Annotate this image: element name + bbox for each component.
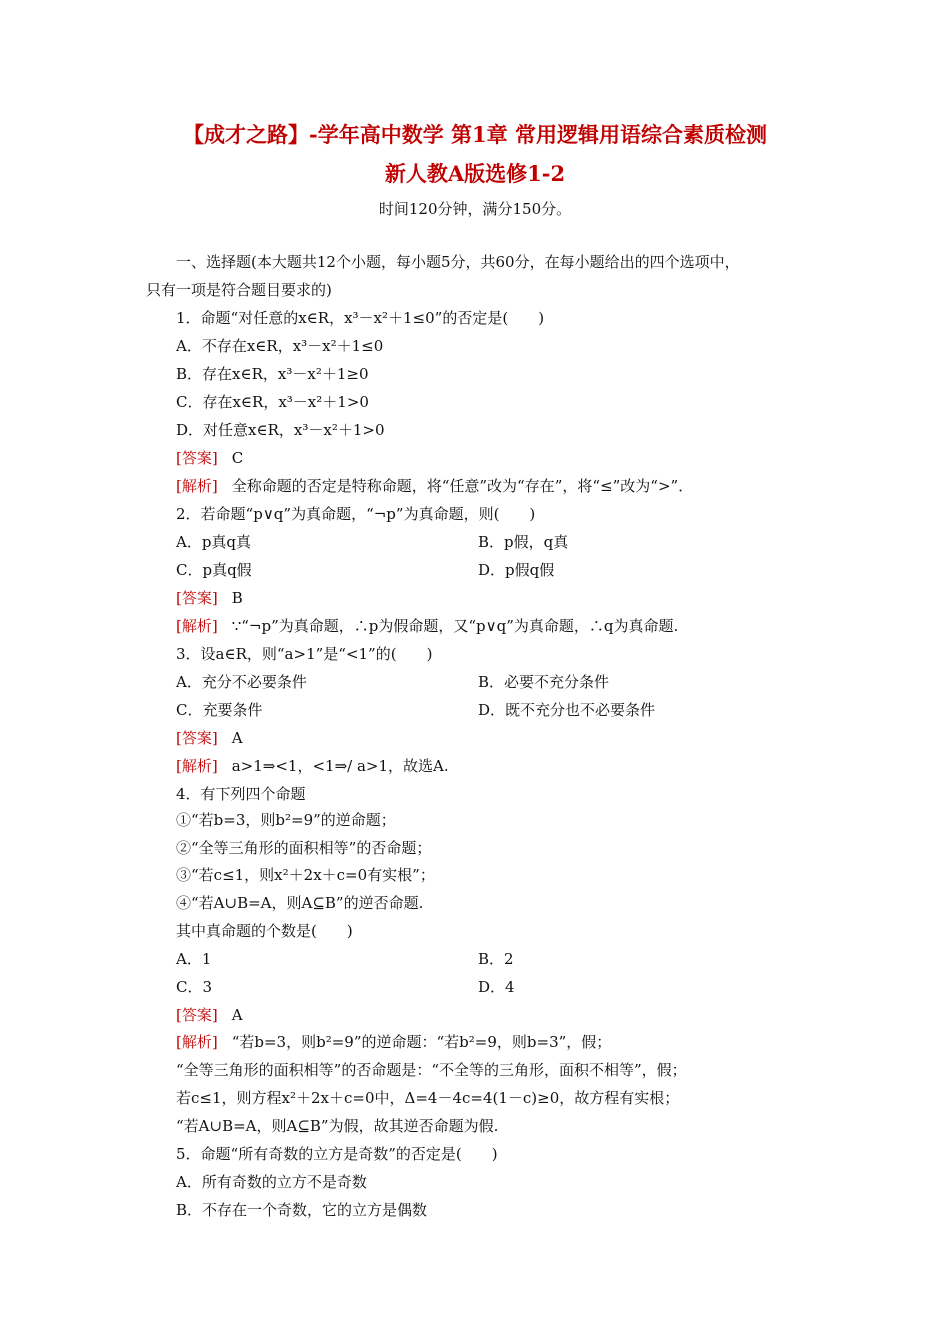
analysis-tag: [解析] [176, 477, 218, 495]
exam-time-note: 时间120分钟，满分150分。 [378, 200, 572, 218]
analysis-tag: [解析] [176, 617, 218, 635]
section-heading-cont: 只有一项是符合题目要求的) [146, 281, 332, 299]
analysis-tag: [解析] [176, 1033, 218, 1051]
q3-option-c: C．充要条件 [176, 701, 263, 719]
q4-option-d: D．4 [478, 978, 515, 996]
q5-option-b: B．不存在一个奇数，它的立方是偶数 [176, 1201, 428, 1219]
section-heading: 一、选择题(本大题共12个小题，每小题5分，共60分，在每小题给出的四个选项中， [176, 253, 740, 271]
q2-option-a: A．p真q真 [176, 533, 252, 551]
q4-analysis-line-3: 若c≤1，则方程x²＋2x＋c=0中，Δ=4－4c=4(1－c)≥0，故方程有实根； [176, 1089, 680, 1107]
answer-tag: [答案] [176, 729, 218, 747]
q3-stem: 3．设a∈R，则“a>1”是“<1”的( ) [176, 645, 433, 663]
q2-analysis [176, 614, 678, 638]
q4-stem: 4．有下列四个命题 [176, 785, 306, 803]
q4-analysis [176, 1030, 611, 1054]
q4-question: 其中真命题的个数是( ) [176, 922, 353, 940]
q1-analysis [176, 474, 693, 498]
q1-answer-value: C [231, 449, 244, 467]
q3-answer [176, 726, 243, 750]
q3-analysis [176, 754, 449, 778]
q1-stem: 1．命题“对任意的x∈R，x³－x²＋1≤0”的否定是( ) [176, 309, 545, 327]
q1-answer [176, 446, 243, 470]
analysis-tag: [解析] [176, 757, 218, 775]
q2-option-b: B．p假，q真 [478, 533, 569, 551]
q2-analysis-text: ∵“¬p”为真命题，∴p为假命题，又“p∨q”为真命题，∴q为真命题. [231, 617, 679, 635]
q2-stem: 2．若命题“p∨q”为真命题，“¬p”为真命题，则( ) [176, 505, 536, 523]
q3-analysis-text: a>1⇒<1，<1⇒/ a>1，故选A. [231, 757, 449, 775]
q1-option-a: A．不存在x∈R，x³－x²＋1≤0 [176, 337, 384, 355]
answer-tag: [答案] [176, 589, 218, 607]
q3-option-b: B．必要不充分条件 [478, 673, 610, 691]
q5-stem: 5．命题“所有奇数的立方是奇数”的否定是( ) [176, 1145, 498, 1163]
q1-analysis-text: 全称命题的否定是特称命题，将“任意”改为“存在”，将“≤”改为“>”． [231, 477, 694, 495]
q2-answer-value: B [231, 589, 243, 607]
q4-item-1: ①“若b=3，则b²=9”的逆命题； [176, 811, 396, 829]
q4-item-2: ②“全等三角形的面积相等”的否命题； [176, 839, 432, 857]
q4-answer [176, 1003, 243, 1027]
q1-option-d: D．对任意x∈R，x³－x²＋1>0 [176, 421, 385, 439]
q4-analysis-line-1: “若b=3，则b²=9”的逆命题：“若b²=9，则b=3”，假； [231, 1033, 612, 1051]
answer-tag: [答案] [176, 449, 218, 467]
q2-option-c: C．p真q假 [176, 561, 252, 579]
q4-answer-value: A [231, 1006, 243, 1024]
q2-option-d: D．p假q假 [478, 561, 555, 579]
q3-answer-value: A [231, 729, 243, 747]
document-subtitle: 新人教A版选修1-2 [384, 161, 566, 186]
document-title: 【成才之路】-学年高中数学 第1章 常用逻辑用语综合素质检测 [183, 122, 767, 147]
q4-option-b: B．2 [478, 950, 514, 968]
q1-option-b: B．存在x∈R，x³－x²＋1≥0 [176, 365, 369, 383]
q4-analysis-line-2: “全等三角形的面积相等”的否命题是：“不全等的三角形，面积不相等”，假； [176, 1061, 687, 1079]
q3-option-a: A．充分不必要条件 [176, 673, 307, 691]
q4-item-4: ④“若A∪B=A，则A⊆B”的逆否命题. [176, 894, 424, 912]
q4-item-3: ③“若c≤1，则x²＋2x＋c=0有实根”； [176, 866, 435, 884]
q4-option-a: A．1 [176, 950, 212, 968]
q1-option-c: C．存在x∈R，x³－x²＋1>0 [176, 393, 369, 411]
q4-option-c: C．3 [176, 978, 213, 996]
q5-option-a: A．所有奇数的立方不是奇数 [176, 1173, 367, 1191]
answer-tag: [答案] [176, 1006, 218, 1024]
q3-option-d: D．既不充分也不必要条件 [478, 701, 656, 719]
q2-answer [176, 586, 243, 610]
q4-analysis-line-4: “若A∪B=A，则A⊆B”为假，故其逆否命题为假. [176, 1117, 499, 1135]
